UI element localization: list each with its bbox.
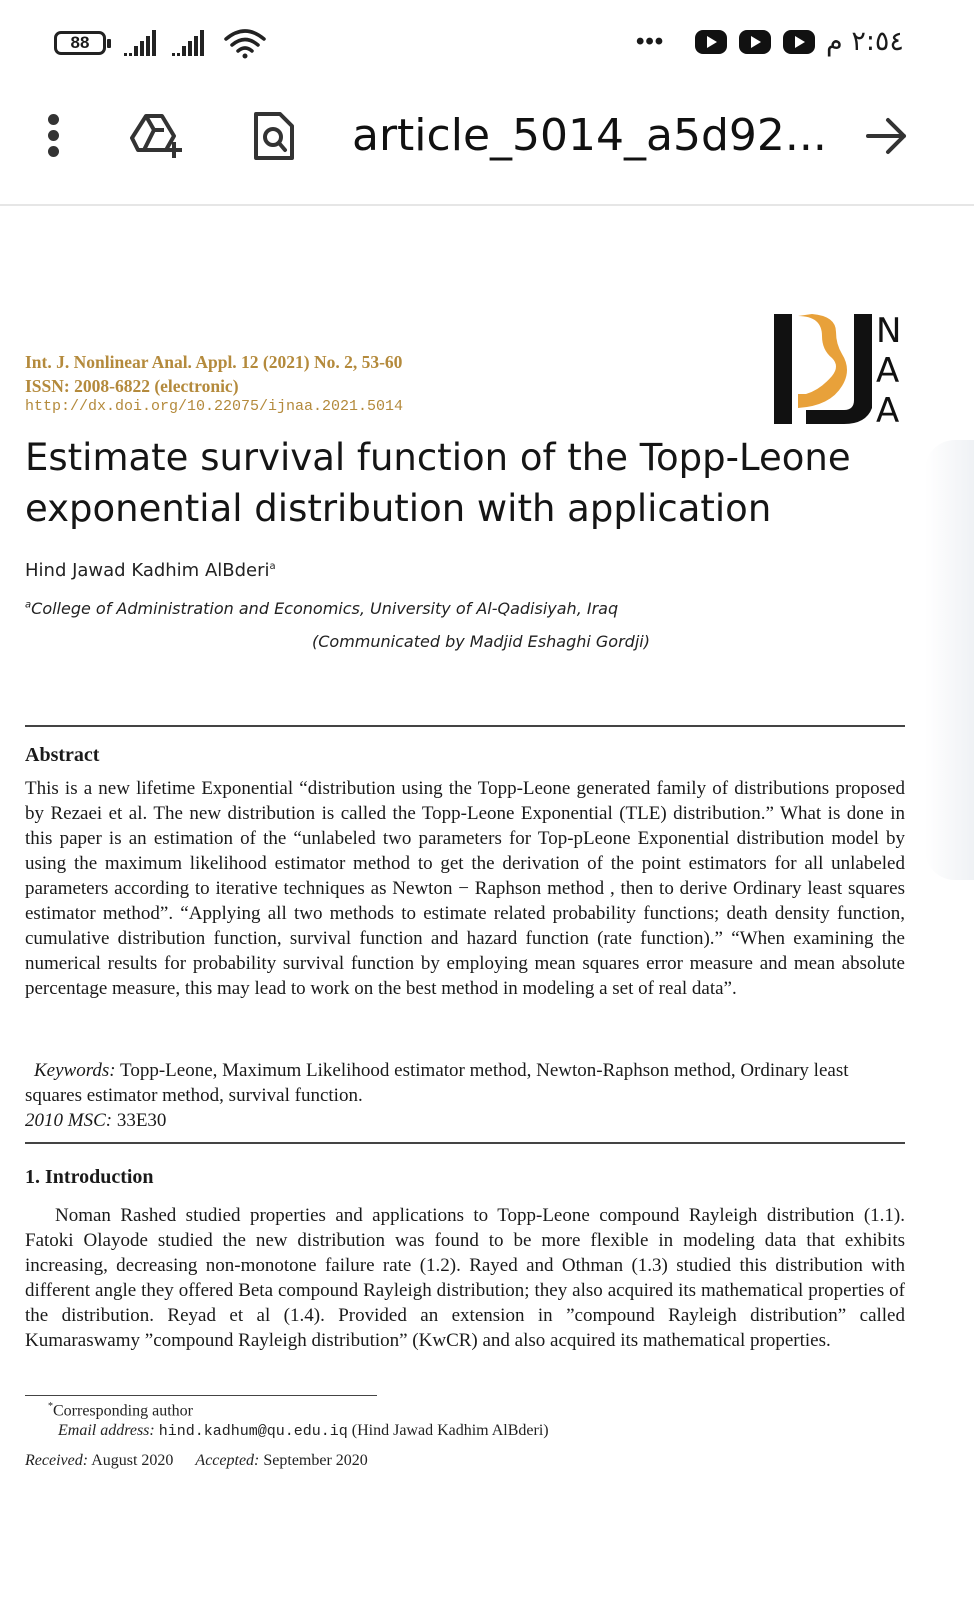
forward-arrow-icon[interactable] [866,116,908,156]
msc-label: 2010 MSC: [25,1110,113,1131]
footnote-email [58,1422,549,1440]
footnote-rule [25,1395,377,1396]
youtube-icon [739,30,771,54]
email-link[interactable]: hind.kadhum@qu.edu.iq [158,1423,348,1440]
footnote-star: * [48,1401,53,1412]
title-line: exponential distribution with application [25,487,772,530]
title-line: Estimate survival function of the Topp-Leone [25,436,851,479]
more-notifications-icon: ••• [636,28,665,55]
keywords-text: Topp-Leone, Maximum Likelihood estimator method, Newton-Raphson method, Ordinary least squares estimator method, survival function. [25,1060,849,1106]
affiliation [25,599,618,618]
author [25,560,276,581]
author-sup: a [269,561,276,572]
section-heading: 1. Introduction [25,1166,154,1188]
footnote-dates [25,1452,368,1470]
journal-doi-link[interactable]: http://dx.doi.org/10.22075/ijnaa.2021.5014 [25,398,404,415]
accepted-date: September 2020 [263,1452,368,1469]
signal-icon [172,30,208,56]
journal-issn: ISSN: 2008-6822 (electronic) [25,376,239,396]
clock: ٢:٥٤ م [826,26,904,57]
keywords [25,1058,905,1133]
more-vert-icon[interactable] [48,114,60,158]
abstract-heading: Abstract [25,744,100,766]
logo-letter: A [876,391,900,430]
wifi-icon [224,27,266,59]
journal-info [25,350,403,415]
battery-level: 88 [70,33,90,52]
communicated-by: (Communicated by Madjid Eshaghi Gordji) [312,632,650,651]
footnote-corresponding-text: Corresponding author [53,1402,193,1420]
email-name: (Hind Jawad Kadhim AlBderi) [351,1422,549,1439]
journal-citation: Int. J. Nonlinear Anal. Appl. 12 (2021) No. 2, 53-60 [25,352,403,372]
battery-tip [107,39,111,48]
abstract-text: This is a new lifetime Exponential “distribution using the Topp-Leone generated family of distributions proposed by Rezaei et al. The new distribution is called the Topp-Leone Exponential (TLE) distribution.” What is done in this paper is an estimation of the “unlabeled two parameters for Top-pLeone Exponential distribution model by using the maximum likelihood estimator method to get the derivation of the point estimators for all unlabeled parameters according to iterative techniques as Newton − Raphson method , then to derive Ordinary least squares estimator method”. “Applying all two methods to estimate related probability functions; death density function, cumulative distribution function, survival function and hazard function (rate function).” “When examining the numerical results for probability survival function by employing mean squares error measure and mean absolute percentage measure, this may lead to work on the best method in modeling a set of real data”. [25,778,905,999]
youtube-icon [695,30,727,54]
paper-title [25,432,885,534]
document-filename: article_5014_a5d92... [352,110,827,161]
msc-code: 33E30 [116,1110,167,1131]
received-label: Received: [25,1452,89,1469]
battery-icon [54,31,106,55]
author-name: Hind Jawad Kadhim AlBderi [25,560,270,581]
intro-text: Noman Rashed studied properties and applications to Topp-Leone compound Rayleigh distribution (1.1). Fatoki Olayode studied the new distribution was found to be more flexible in modeling data that exhibits increasing, decreasing non-monotone failure rate (1.2). Rayed and Othman (1.3) studied this distribution with different angle they offered Beta compound Rayleigh distribution; they also acquired its mathematical properties of the distribution. Reyad et al (1.4). Provided an extension in ”compound Rayleigh distribution” called Kumaraswamy ”compound Rayleigh distribution” (KwCR) and also acquired its mathematical properties. [25,1205,905,1351]
footnote-corresponding [48,1401,193,1420]
find-in-page-icon[interactable] [252,110,296,162]
affil-sup: a [25,599,32,611]
keywords-label: Keywords: [34,1060,116,1081]
logo-letter: A [876,351,900,391]
divider [25,1142,905,1144]
status-bar [0,0,974,88]
accepted-label: Accepted: [195,1452,260,1469]
signal-icon [124,30,160,56]
scroll-edge-shadow [925,440,974,880]
youtube-icon [783,30,815,54]
email-label: Email address: [58,1422,155,1439]
affiliation-text: College of Administration and Economics, University of Al-Qadisiyah, Iraq [31,599,619,618]
drive-add-icon[interactable] [130,112,186,160]
received-date: August 2020 [91,1452,174,1469]
logo-letter: N [876,311,902,351]
ijnaa-logo [770,310,910,430]
divider [25,725,905,727]
